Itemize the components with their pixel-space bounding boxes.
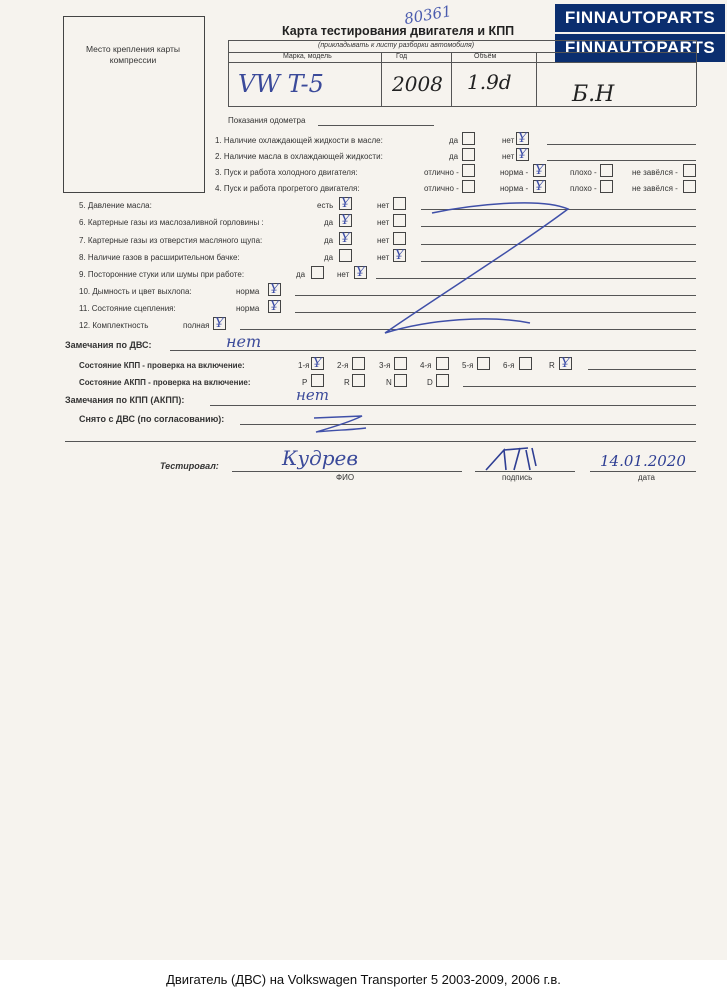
item-7-opt-yes: да (324, 236, 334, 245)
check-mark: Ұ (356, 265, 365, 280)
item-4-opt-normal: норма - (500, 184, 529, 193)
gear-1-label: 1-я (298, 361, 310, 370)
item-12-label: 12. Комплектность (79, 321, 149, 330)
item-4-opt-nostart: не завёлся - (632, 184, 678, 193)
item-3-label: 3. Пуск и работа холодного двигателя: (215, 168, 358, 177)
item-8-yes-checkbox[interactable] (339, 249, 352, 262)
item-10-opt-normal: норма (236, 287, 260, 296)
gear-5-checkbox[interactable] (477, 357, 490, 370)
check-mark: Ұ (215, 316, 224, 331)
test-date-value[interactable]: 14.01.2020 (600, 452, 686, 470)
check-mark: Ұ (535, 163, 544, 178)
auto-d-label: D (427, 378, 433, 387)
vehicle-year-value[interactable]: 2008 (392, 72, 443, 96)
auto-n-label: N (386, 378, 392, 387)
item-2-opt-no: нет (502, 152, 515, 161)
gear-r-label: R (549, 361, 555, 370)
item-4-excellent-checkbox[interactable] (462, 180, 475, 193)
item-1-yes-checkbox[interactable] (462, 132, 475, 145)
item-12-opt-full: полная (183, 321, 210, 330)
item-3-nostart-checkbox[interactable] (683, 164, 696, 177)
item-5-label: 5. Давление масла: (79, 201, 152, 210)
item-10-label: 10. Дымность и цвет выхлопа: (79, 287, 192, 296)
odometer-field[interactable] (318, 125, 434, 126)
item-4-label: 4. Пуск и работа прогретого двигателя: (215, 184, 360, 193)
item-3-opt-excellent: отлично - (424, 168, 459, 177)
item-1-opt-yes: да (449, 136, 459, 145)
finnautoparts-logo-top: FINNAUTOPARTS (555, 4, 725, 32)
gear-6-checkbox[interactable] (519, 357, 532, 370)
check-mark: Ұ (313, 356, 322, 371)
item-1-opt-no: нет (502, 136, 515, 145)
item-4-opt-bad: плохо - (570, 184, 597, 193)
tested-label: Тестировал: (160, 461, 219, 471)
finnautoparts-logo-bottom: FINNAUTOPARTS (555, 34, 725, 62)
col-volume-label: Объём (474, 53, 497, 60)
remarks-engine-label: Замечания по ДВС: (65, 340, 152, 350)
item-2-opt-yes: да (449, 152, 459, 161)
gear-5-label: 5-я (462, 361, 474, 370)
stamp-number: 80361 (402, 1, 453, 29)
auto-r-label: R (344, 378, 350, 387)
item-8-label: 8. Наличие газов в расширительном бачке: (79, 253, 240, 262)
fio-caption: ФИО (336, 473, 355, 482)
item-8-opt-no: нет (377, 253, 390, 262)
item-7-label: 7. Картерные газы из отверстия масляного щупа: (79, 236, 263, 245)
item-3-bad-checkbox[interactable] (600, 164, 613, 177)
item-3-excellent-checkbox[interactable] (462, 164, 475, 177)
check-mark: Ұ (518, 131, 527, 146)
compression-card-box (63, 16, 205, 193)
item-5-opt-yes: есть (317, 201, 334, 210)
check-mark: Ұ (341, 196, 350, 211)
remarks-engine-value[interactable]: нет (226, 332, 262, 351)
photo-caption: Двигатель (ДВС) на Volkswagen Transporter 5 2003-2009, 2006 г.в. (0, 960, 727, 1000)
check-mark: Ұ (561, 356, 570, 371)
item-7-opt-no: нет (377, 236, 390, 245)
col-year-label: Год (396, 53, 408, 60)
item-8-opt-yes: да (324, 253, 334, 262)
gear-2-checkbox[interactable] (352, 357, 365, 370)
item-9-opt-yes: да (296, 270, 306, 279)
check-mark: Ұ (395, 248, 404, 263)
item-11-label: 11. Состояние сцепления: (79, 304, 176, 313)
vehicle-extra-value[interactable]: Б.Н (572, 82, 615, 107)
signature-caption: подпись (502, 473, 533, 482)
item-4-nostart-checkbox[interactable] (683, 180, 696, 193)
remarks-gearbox-label: Замечания по КПП (АКПП): (65, 395, 185, 405)
col-model-label: Марка, модель (283, 53, 332, 60)
gear-4-label: 4-я (420, 361, 432, 370)
odometer-label: Показания одометра (228, 116, 306, 125)
item-6-opt-yes: да (324, 218, 334, 227)
vehicle-model-value[interactable]: VW T-5 (238, 70, 324, 98)
auto-r-checkbox[interactable] (352, 374, 365, 387)
check-mark: Ұ (341, 213, 350, 228)
item-3-opt-normal: норма - (500, 168, 529, 177)
gearbox-manual-label: Состояние КПП - проверка на включение: (79, 361, 245, 370)
removed-scribble (300, 408, 380, 438)
check-mark: Ұ (341, 231, 350, 246)
item-9-opt-no: нет (337, 270, 350, 279)
item-11-opt-normal: норма (236, 304, 260, 313)
remarks-gearbox-value[interactable]: нет (296, 386, 329, 404)
check-mark: Ұ (535, 179, 544, 194)
strike-through-scribble (370, 195, 590, 345)
vehicle-volume-value[interactable]: 1.9d (467, 70, 512, 94)
check-mark: Ұ (270, 282, 279, 297)
auto-p-label: P (302, 378, 308, 387)
subtitle-note: (прикладывать к листу разборки автомобиля) (318, 42, 475, 49)
item-4-bad-checkbox[interactable] (600, 180, 613, 193)
auto-n-checkbox[interactable] (394, 374, 407, 387)
item-2-label: 2. Наличие масла в охлаждающей жидкости: (215, 152, 383, 161)
gear-3-checkbox[interactable] (394, 357, 407, 370)
item-3-opt-bad: плохо - (570, 168, 597, 177)
check-mark: Ұ (270, 299, 279, 314)
auto-d-checkbox[interactable] (436, 374, 449, 387)
item-2-yes-checkbox[interactable] (462, 148, 475, 161)
tester-name-value[interactable]: Кудрев (282, 446, 359, 470)
check-mark: Ұ (518, 147, 527, 162)
gear-3-label: 3-я (379, 361, 391, 370)
item-9-yes-checkbox[interactable] (311, 266, 324, 279)
compression-card-label: Место крепления карты компрессии (85, 44, 181, 65)
item-5-opt-no: нет (377, 201, 390, 210)
removed-label: Снято с ДВС (по согласованию): (79, 414, 225, 424)
item-9-label: 9. Посторонние стуки или шумы при работе: (79, 270, 245, 279)
item-3-opt-nostart: не завёлся - (632, 168, 678, 177)
gear-4-checkbox[interactable] (436, 357, 449, 370)
item-4-opt-excellent: отлично - (424, 184, 459, 193)
gear-6-label: 6-я (503, 361, 515, 370)
item-6-label: 6. Картерные газы из маслозаливной горловины : (79, 218, 264, 227)
item-1-label: 1. Наличие охлаждающей жидкости в масле: (215, 136, 383, 145)
date-caption: дата (638, 473, 655, 482)
card-title: Карта тестирования двигателя и КПП (282, 24, 515, 38)
item-6-opt-no: нет (377, 218, 390, 227)
gear-2-label: 2-я (337, 361, 349, 370)
gearbox-auto-label: Состояние АКПП - проверка на включение: (79, 378, 251, 387)
